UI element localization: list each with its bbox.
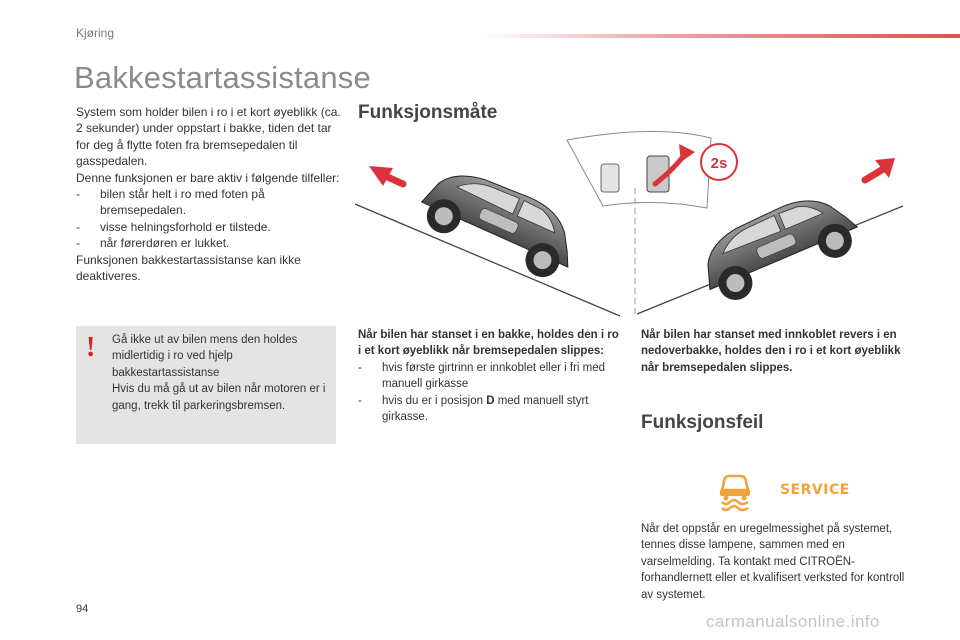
fault-text bbox=[641, 521, 911, 603]
service-lamp: SERVICE bbox=[780, 482, 850, 498]
list-item bbox=[358, 393, 623, 426]
esp-car-skid-icon bbox=[720, 476, 750, 510]
list-item-text: hvis du er i posisjon bbox=[382, 394, 487, 407]
mode-left-list bbox=[358, 360, 623, 426]
hill-start-illustration bbox=[355, 128, 907, 318]
section-tag: Kjøring bbox=[76, 26, 115, 40]
watermark: carmanualsonline.info bbox=[706, 612, 880, 631]
mode-left-lead: Når bilen har stanset i en bakke, holdes den i ro i et kort øyeblikk når bremsepedalen slippes: bbox=[358, 329, 619, 358]
list-item: - bilen står helt i ro med foten på bremsepedalen. bbox=[76, 186, 341, 219]
warning-text bbox=[112, 332, 327, 414]
warning-paragraph: Hvis du må gå ut av bilen når motoren er i gang, trekk til parkeringsbremsen. bbox=[112, 383, 326, 412]
mode-right-lead: Når bilen har stanset med innkoblet revers i en nedoverbakke, holdes den i ro i et kort øyeblikk når bremsepedalen slippes. bbox=[641, 329, 901, 374]
mode-left-column bbox=[358, 327, 623, 425]
warning-paragraph: Gå ikke ut av bilen mens den holdes midlertidig i ro ved hjelp bakkestartassistanse bbox=[112, 334, 298, 379]
page-title: Bakkestartassistanse bbox=[74, 60, 371, 95]
timer-label: 2s bbox=[710, 155, 728, 172]
warning-exclamation-icon: ! bbox=[86, 332, 96, 363]
section-heading-fault: Funksjonsfeil bbox=[641, 412, 764, 433]
list-item: - når førerdøren er lukket. bbox=[76, 235, 341, 251]
intro-paragraph: Denne funksjonen er bare aktiv i følgende tilfeller: bbox=[76, 170, 340, 185]
intro-paragraph: Funksjonen bakkestartassistanse kan ikke deaktiveres. bbox=[76, 252, 301, 284]
gear-position-d: D bbox=[486, 394, 495, 407]
section-heading-mode: Funksjonsmåte bbox=[358, 102, 498, 123]
warning-box bbox=[76, 326, 336, 444]
list-item-text: med manuell styrt girkasse. bbox=[382, 394, 589, 424]
intro-paragraph: System som holder bilen i ro i et kort øyeblikk (ca. 2 sekunder) under oppstart i bakke, tiden det tar for deg å flytte foten fra bremsepedalen til gasspedalen. bbox=[76, 105, 341, 169]
page-number: 94 bbox=[76, 603, 89, 615]
fault-paragraph: Når det oppstår en uregelmessighet på systemet, tennes disse lampene, sammen med en varselmelding. Ta kontakt med CITROËN-forhandlernett eller et kvalifisert verksted for kontroll av systemet. bbox=[641, 523, 905, 601]
list-item: - hvis første girtrinn er innkoblet eller i fri med manuell girkasse bbox=[358, 360, 623, 393]
list-item: - visse helningsforhold er tilstede. bbox=[76, 219, 341, 235]
pedal-inset-icon bbox=[567, 131, 737, 208]
car-uphill-icon bbox=[355, 158, 620, 316]
header-accent-bar bbox=[480, 34, 960, 38]
intro-text bbox=[76, 104, 341, 284]
mode-right-column bbox=[641, 327, 906, 376]
condition-list bbox=[76, 186, 341, 252]
